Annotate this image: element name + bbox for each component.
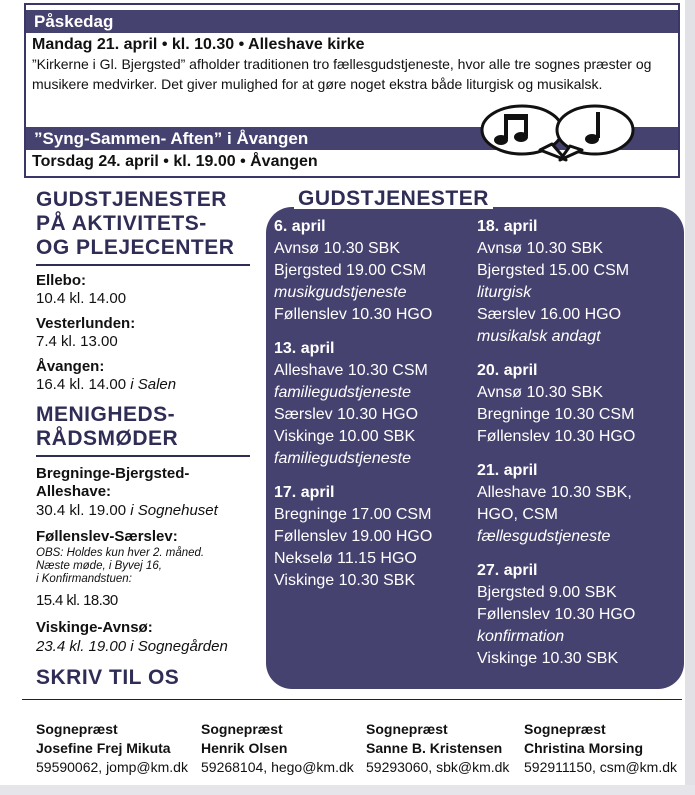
service-date: 13. april bbox=[274, 340, 335, 357]
page-edge-right bbox=[685, 0, 695, 795]
services-column-2 bbox=[477, 216, 677, 670]
service-entry: HGO, CSM bbox=[477, 506, 558, 523]
group-spacer bbox=[477, 348, 677, 360]
meeting3-place: Viskinge-Avnsø: bbox=[36, 619, 153, 636]
priest-contact: 59293060, sbk@km.dk bbox=[366, 759, 510, 775]
priest-name: Josefine Frej Mikuta bbox=[36, 740, 171, 756]
service-entry: Føllenslev 10.30 HGO bbox=[477, 606, 636, 623]
meeting1-place-line1: Bregninge-Bjergsted- bbox=[36, 465, 190, 482]
priest-name: Christina Morsing bbox=[524, 740, 644, 756]
meeting1-location: i Sognehuset bbox=[130, 502, 218, 519]
write-us-heading: SKRIV TIL OS bbox=[36, 666, 180, 689]
service-note: musikgudstjeneste bbox=[274, 284, 407, 301]
service-entry: Bjergsted 19.00 CSM bbox=[274, 262, 427, 279]
group-spacer bbox=[477, 448, 677, 460]
service-entry: Bregninge 17.00 CSM bbox=[274, 506, 432, 523]
meeting1-place-line2: Alleshave: bbox=[36, 483, 112, 500]
priest-contact: 592911150, csm@km.dk bbox=[524, 759, 677, 775]
priest-title: Sognepræst bbox=[366, 721, 448, 737]
priest-title: Sognepræst bbox=[36, 721, 118, 737]
care-time-vesterlunden: 7.4 kl. 13.00 bbox=[36, 333, 118, 350]
service-date: 27. april bbox=[477, 562, 538, 579]
meeting2-note-line3: i Konfirmandstuen: bbox=[36, 573, 132, 585]
care-time-avangen bbox=[36, 376, 176, 393]
service-entry: Bjergsted 15.00 CSM bbox=[477, 262, 630, 279]
care-time-avangen-location: i Salen bbox=[130, 376, 177, 393]
service-entry: Nekselø 11.15 HGO bbox=[274, 550, 417, 567]
priest-name: Sanne B. Kristensen bbox=[366, 740, 503, 756]
meeting3-time: 23.4 kl. 19.00 i Sognegården bbox=[36, 638, 228, 655]
service-entry: Viskinge 10.30 SBK bbox=[274, 572, 416, 589]
council-heading-line2: RÅDSMØDER bbox=[36, 427, 179, 450]
services-heading: GUDSTJENESTER bbox=[294, 187, 493, 209]
service-date: 21. april bbox=[477, 462, 538, 479]
service-entry: Føllenslev 10.30 HGO bbox=[477, 428, 636, 445]
priest-contact: 59268104, hego@km.dk bbox=[201, 759, 354, 775]
group-spacer bbox=[274, 326, 470, 338]
service-entry: Særslev 16.00 HGO bbox=[477, 306, 622, 323]
singsong-line: Torsdag 24. april • kl. 19.00 • Åvangen bbox=[32, 153, 318, 170]
service-date: 20. april bbox=[477, 362, 538, 379]
care-time-ellebo: 10.4 kl. 14.00 bbox=[36, 290, 127, 307]
care-place-vesterlunden: Vesterlunden: bbox=[36, 315, 136, 332]
priest-3 bbox=[366, 720, 509, 777]
easter-line: Mandag 21. april • kl. 10.30 • Alleshave kirke bbox=[32, 36, 365, 53]
care-place-ellebo: Ellebo: bbox=[36, 272, 87, 289]
service-entry: Føllenslev 19.00 HGO bbox=[274, 528, 433, 545]
priest-contact: 59590062, jomp@km.dk bbox=[36, 759, 188, 775]
easter-description: ”Kirkerne i Gl. Bjergsted” afholder traditionen tro fællesgudstjeneste, hvor alle tre sognes præster og musikere medvirker. Det giver mulighed for at gøre noget ekstra både liturgisk og musikalsk. bbox=[32, 56, 652, 92]
care-time-avangen-time: 16.4 kl. 14.00 bbox=[36, 376, 127, 393]
council-heading-line1: MENIGHEDS- bbox=[36, 403, 176, 426]
easter-title: Påskedag bbox=[26, 10, 678, 33]
meeting2-note-line2: Næste møde, i Byvej 16, bbox=[36, 560, 162, 572]
services-column-1 bbox=[274, 216, 470, 592]
heading-rule bbox=[36, 264, 250, 266]
service-entry: Bregninge 10.30 CSM bbox=[477, 406, 635, 423]
priest-name: Henrik Olsen bbox=[201, 740, 288, 756]
service-entry: Avnsø 10.30 SBK bbox=[477, 240, 603, 257]
group-spacer bbox=[477, 548, 677, 560]
service-entry: Avnsø 10.30 SBK bbox=[477, 384, 603, 401]
singsong-title: ”Syng-Sammen- Aften” i Åvangen bbox=[26, 127, 678, 150]
meeting2-note-line1: OBS: Holdes kun hver 2. måned. bbox=[36, 547, 205, 559]
footer-rule bbox=[22, 699, 682, 700]
service-entry: Føllenslev 10.30 HGO bbox=[274, 306, 433, 323]
service-entry: Viskinge 10.00 SBK bbox=[274, 428, 416, 445]
priest-4 bbox=[524, 720, 677, 777]
care-heading-line1: GUDSTJENESTER bbox=[36, 188, 227, 211]
service-entry: Alleshave 10.30 CSM bbox=[274, 362, 428, 379]
service-note: fællesgudstjeneste bbox=[477, 528, 611, 545]
meeting1-time bbox=[36, 502, 218, 519]
care-heading-line3: OG PLEJECENTER bbox=[36, 236, 235, 259]
service-note: liturgisk bbox=[477, 284, 532, 301]
service-note: musikalsk andagt bbox=[477, 328, 601, 345]
heading-rule bbox=[36, 455, 250, 457]
service-note: familiegudstjeneste bbox=[274, 384, 411, 401]
service-entry: Særslev 10.30 HGO bbox=[274, 406, 419, 423]
care-place-avangen: Åvangen: bbox=[36, 358, 105, 375]
service-entry: Viskinge 10.30 SBK bbox=[477, 650, 619, 667]
service-entry: Bjergsted 9.00 SBK bbox=[477, 584, 617, 601]
double-note-bubble-icon bbox=[482, 106, 566, 160]
service-note: familiegudstjeneste bbox=[274, 450, 411, 467]
service-note: konfirmation bbox=[477, 628, 565, 645]
care-heading-line2: PÅ AKTIVITETS- bbox=[36, 212, 207, 235]
meeting1-time-value: 30.4 kl. 19.00 bbox=[36, 502, 127, 519]
single-note-bubble-icon bbox=[557, 106, 633, 160]
service-entry: Alleshave 10.30 SBK, bbox=[477, 484, 632, 501]
group-spacer bbox=[274, 470, 470, 482]
priest-title: Sognepræst bbox=[201, 721, 283, 737]
service-entry: Avnsø 10.30 SBK bbox=[274, 240, 400, 257]
priest-1 bbox=[36, 720, 188, 777]
priest-2 bbox=[201, 720, 354, 777]
music-bubbles-icon bbox=[480, 100, 640, 170]
service-date: 6. april bbox=[274, 218, 326, 235]
meeting2-time: 15.4 kl. 18.30 bbox=[36, 592, 118, 609]
meeting2-place: Føllenslev-Særslev: bbox=[36, 528, 178, 545]
service-date: 18. april bbox=[477, 218, 538, 235]
service-date: 17. april bbox=[274, 484, 335, 501]
page-edge-bottom bbox=[0, 785, 695, 795]
priest-title: Sognepræst bbox=[524, 721, 606, 737]
